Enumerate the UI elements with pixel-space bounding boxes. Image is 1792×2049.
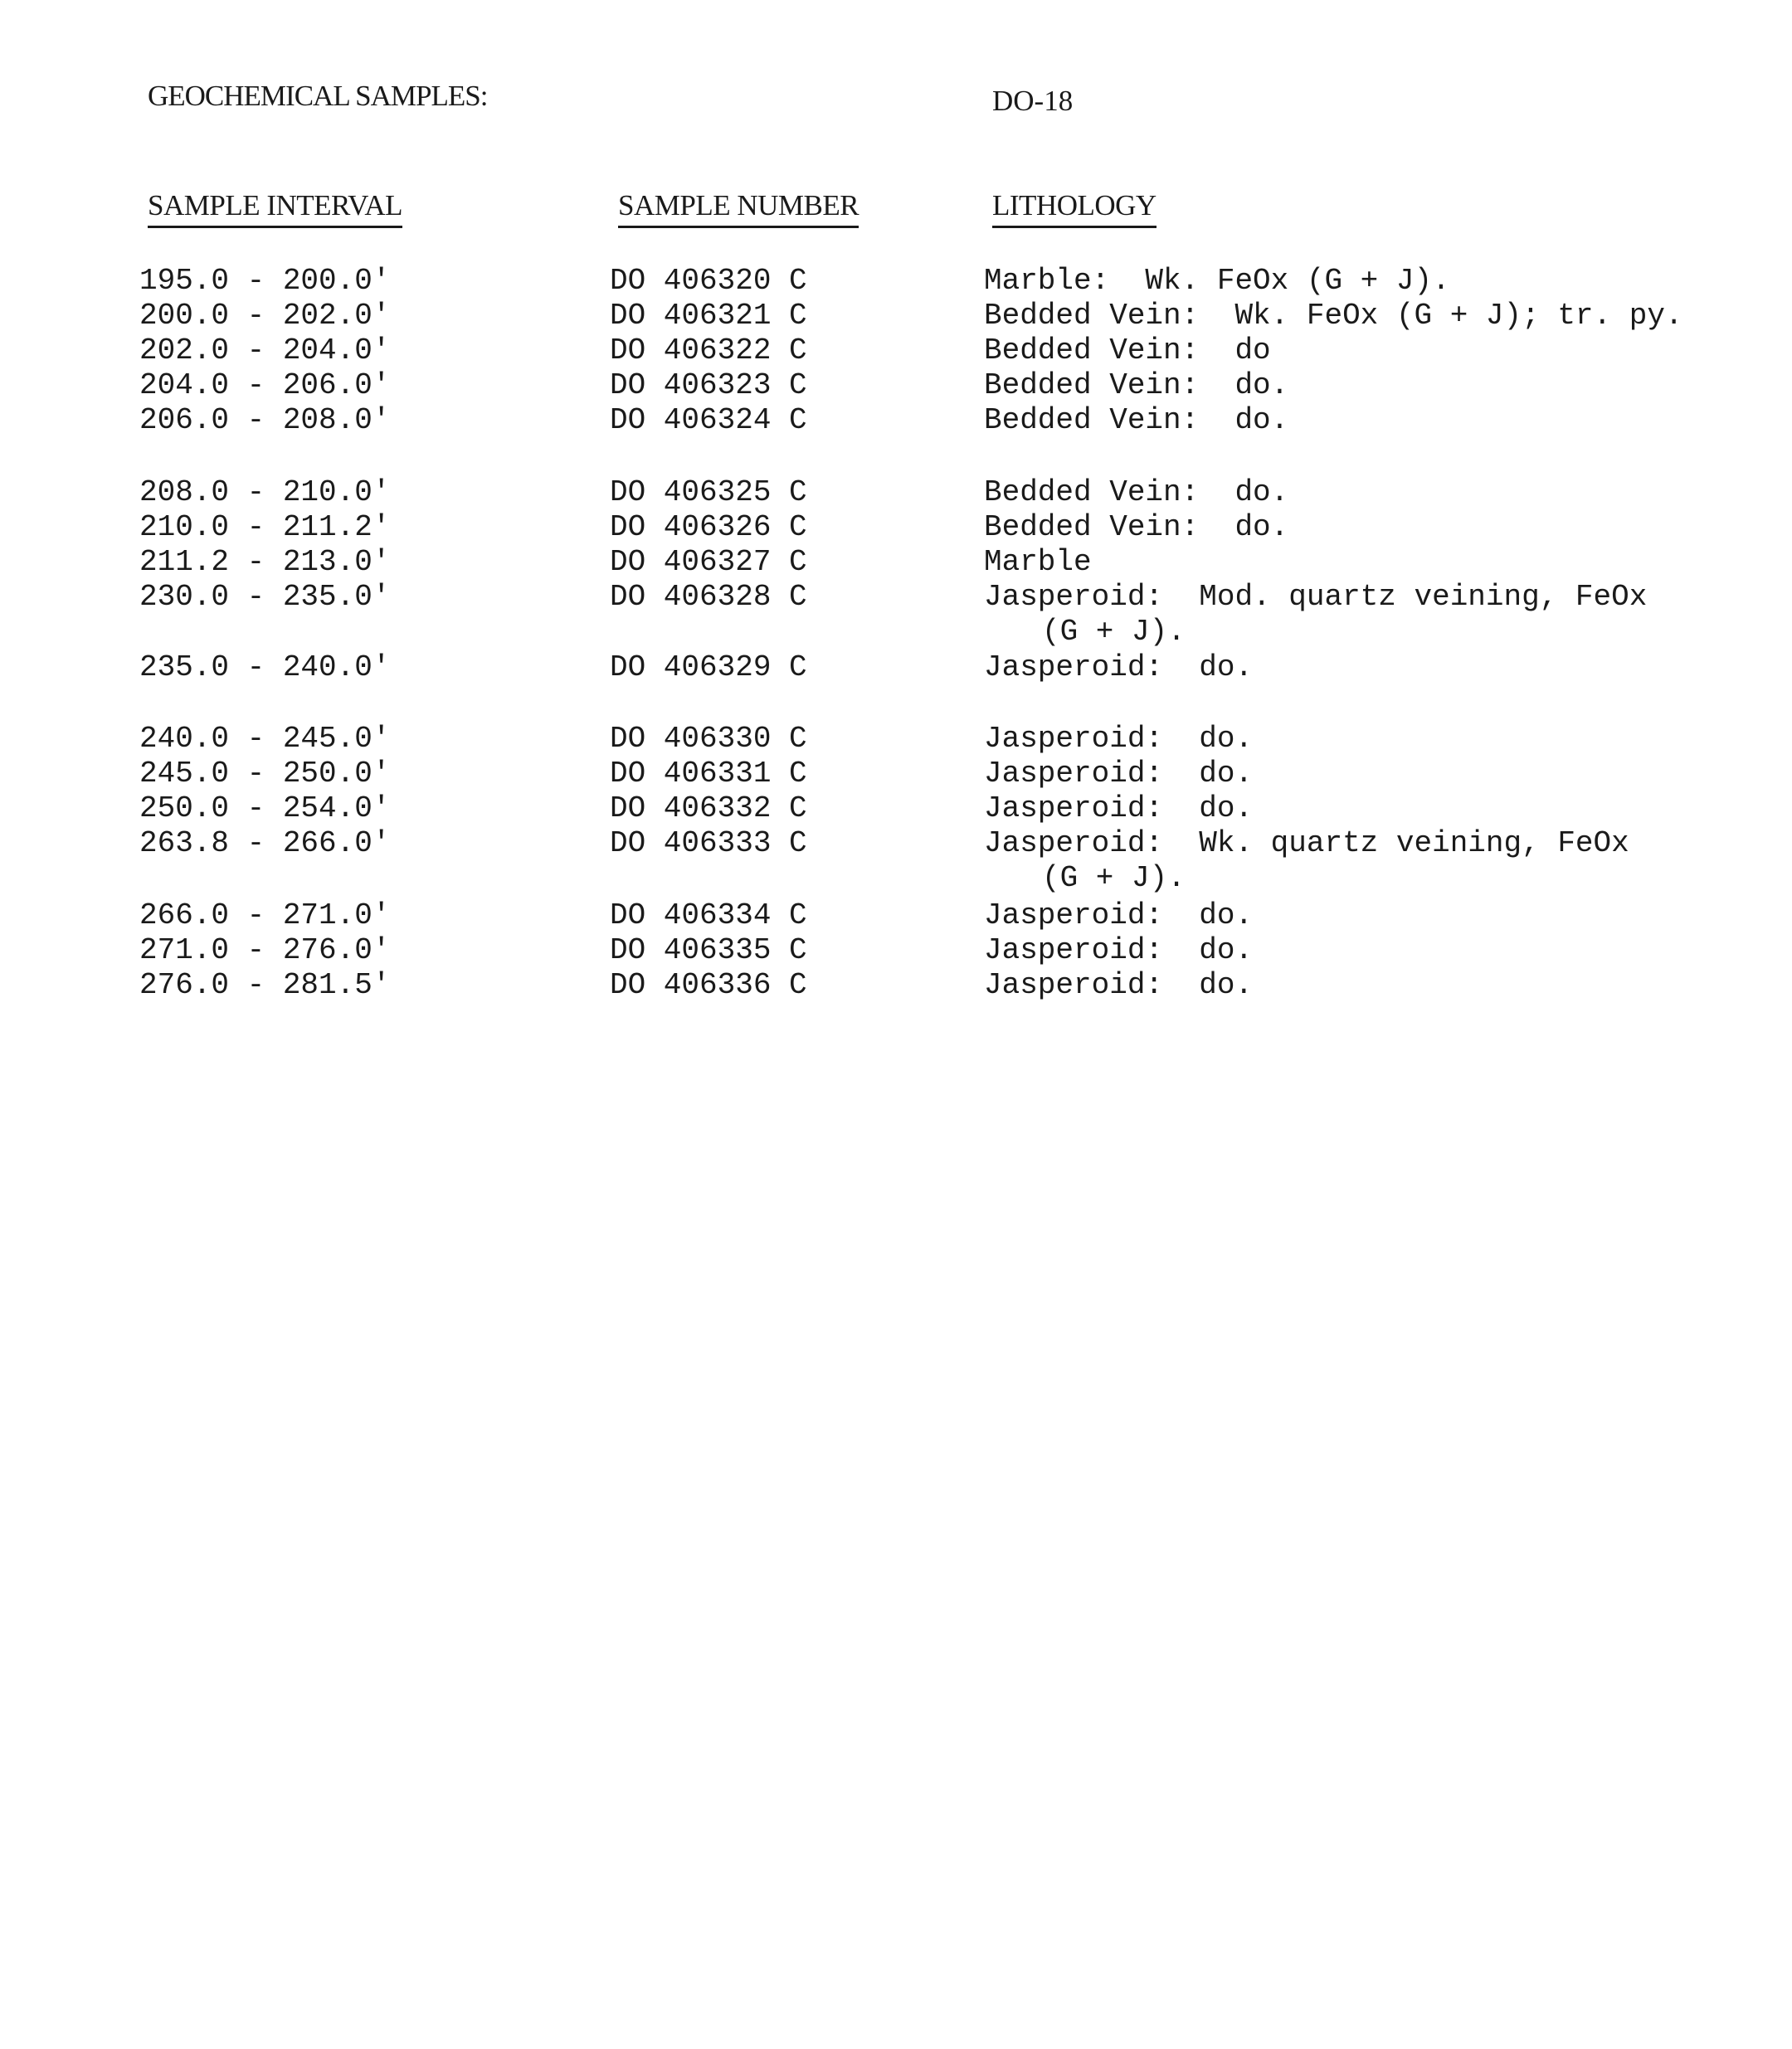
sample-interval-cell: 202.0 - 204.0' xyxy=(139,333,391,367)
sample-number-cell: DO 406331 C xyxy=(610,757,807,791)
lithology-cell xyxy=(984,510,1747,545)
lithology-text: Jasperoid: do. xyxy=(984,968,1254,1002)
column-header-lithology: LITHOLOGY xyxy=(992,189,1157,228)
sample-number-cell: DO 406326 C xyxy=(610,510,807,544)
lithology-text: Jasperoid: do. xyxy=(984,933,1254,967)
sample-interval-cell: 235.0 - 240.0' xyxy=(139,650,391,684)
sample-number-cell: DO 406322 C xyxy=(610,333,807,367)
sample-number-cell: DO 406330 C xyxy=(610,722,807,756)
sample-number-cell: DO 406321 C xyxy=(610,299,807,333)
sample-interval-cell: 195.0 - 200.0' xyxy=(139,264,391,298)
sample-interval-cell: 206.0 - 208.0' xyxy=(139,403,391,437)
sample-number-cell: DO 406329 C xyxy=(610,650,807,684)
sample-number-cell: DO 406332 C xyxy=(610,791,807,825)
lithology-cell xyxy=(984,475,1747,510)
sample-number-cell: DO 406325 C xyxy=(610,475,807,509)
lithology-text: Jasperoid: Mod. quartz veining, FeOx xyxy=(984,580,1648,614)
lithology-text: Marble: Wk. FeOx (G + J). xyxy=(984,264,1450,298)
sample-interval-cell: 210.0 - 211.2' xyxy=(139,510,391,544)
column-header-sample-interval: SAMPLE INTERVAL xyxy=(148,189,402,228)
sample-number-cell: DO 406335 C xyxy=(610,933,807,967)
lithology-text: Bedded Vein: do. xyxy=(984,475,1289,509)
sample-interval-cell: 266.0 - 271.0' xyxy=(139,898,391,932)
sample-number-cell: DO 406327 C xyxy=(610,545,807,579)
lithology-cell xyxy=(984,722,1747,757)
lithology-text: Bedded Vein: do. xyxy=(984,368,1289,402)
lithology-cell xyxy=(984,898,1747,933)
sample-interval-cell: 245.0 - 250.0' xyxy=(139,757,391,791)
sample-number-cell: DO 406324 C xyxy=(610,403,807,437)
lithology-text: Bedded Vein: do xyxy=(984,333,1271,367)
lithology-cell xyxy=(984,403,1747,438)
sample-number-cell: DO 406336 C xyxy=(610,968,807,1002)
lithology-continuation: (G + J). xyxy=(1042,615,1186,649)
lithology-cell xyxy=(984,368,1747,403)
lithology-text: Bedded Vein: do. xyxy=(984,510,1289,544)
lithology-text: Jasperoid: do. xyxy=(984,722,1254,756)
lithology-cell xyxy=(984,299,1747,333)
lithology-cell xyxy=(984,968,1747,1003)
sample-interval-cell: 250.0 - 254.0' xyxy=(139,791,391,825)
sample-interval-cell: 271.0 - 276.0' xyxy=(139,933,391,967)
sample-number-cell: DO 406320 C xyxy=(610,264,807,298)
column-header-sample-number: SAMPLE NUMBER xyxy=(618,189,859,228)
document-title: GEOCHEMICAL SAMPLES: xyxy=(148,80,488,112)
lithology-text: Jasperoid: do. xyxy=(984,898,1254,932)
sample-interval-cell: 276.0 - 281.5' xyxy=(139,968,391,1002)
lithology-text: Jasperoid: Wk. quartz veining, FeOx xyxy=(984,826,1629,860)
lithology-text: Jasperoid: do. xyxy=(984,791,1254,825)
lithology-cell xyxy=(984,545,1747,580)
lithology-text: Jasperoid: do. xyxy=(984,757,1254,791)
lithology-cell xyxy=(984,333,1747,368)
sample-interval-cell: 208.0 - 210.0' xyxy=(139,475,391,509)
lithology-cell xyxy=(984,580,1747,650)
sample-number-cell: DO 406334 C xyxy=(610,898,807,932)
lithology-cell xyxy=(984,757,1747,791)
lithology-text: Jasperoid: do. xyxy=(984,650,1254,684)
lithology-cell xyxy=(984,264,1747,299)
drillhole-id: DO-18 xyxy=(992,85,1074,117)
lithology-continuation: (G + J). xyxy=(1042,861,1186,895)
sample-number-cell: DO 406323 C xyxy=(610,368,807,402)
sample-interval-cell: 263.8 - 266.0' xyxy=(139,826,391,860)
lithology-text: Bedded Vein: Wk. FeOx (G + J); tr. py. xyxy=(984,299,1683,333)
lithology-cell xyxy=(984,826,1747,896)
sample-interval-cell: 240.0 - 245.0' xyxy=(139,722,391,756)
sample-number-cell: DO 406328 C xyxy=(610,580,807,614)
lithology-text: Marble xyxy=(984,545,1092,579)
sample-interval-cell: 211.2 - 213.0' xyxy=(139,545,391,579)
sample-number-cell: DO 406333 C xyxy=(610,826,807,860)
lithology-cell xyxy=(984,933,1747,968)
sample-interval-cell: 204.0 - 206.0' xyxy=(139,368,391,402)
sample-interval-cell: 200.0 - 202.0' xyxy=(139,299,391,333)
sample-interval-cell: 230.0 - 235.0' xyxy=(139,580,391,614)
lithology-cell xyxy=(984,791,1747,826)
lithology-text: Bedded Vein: do. xyxy=(984,403,1289,437)
lithology-cell xyxy=(984,650,1747,685)
